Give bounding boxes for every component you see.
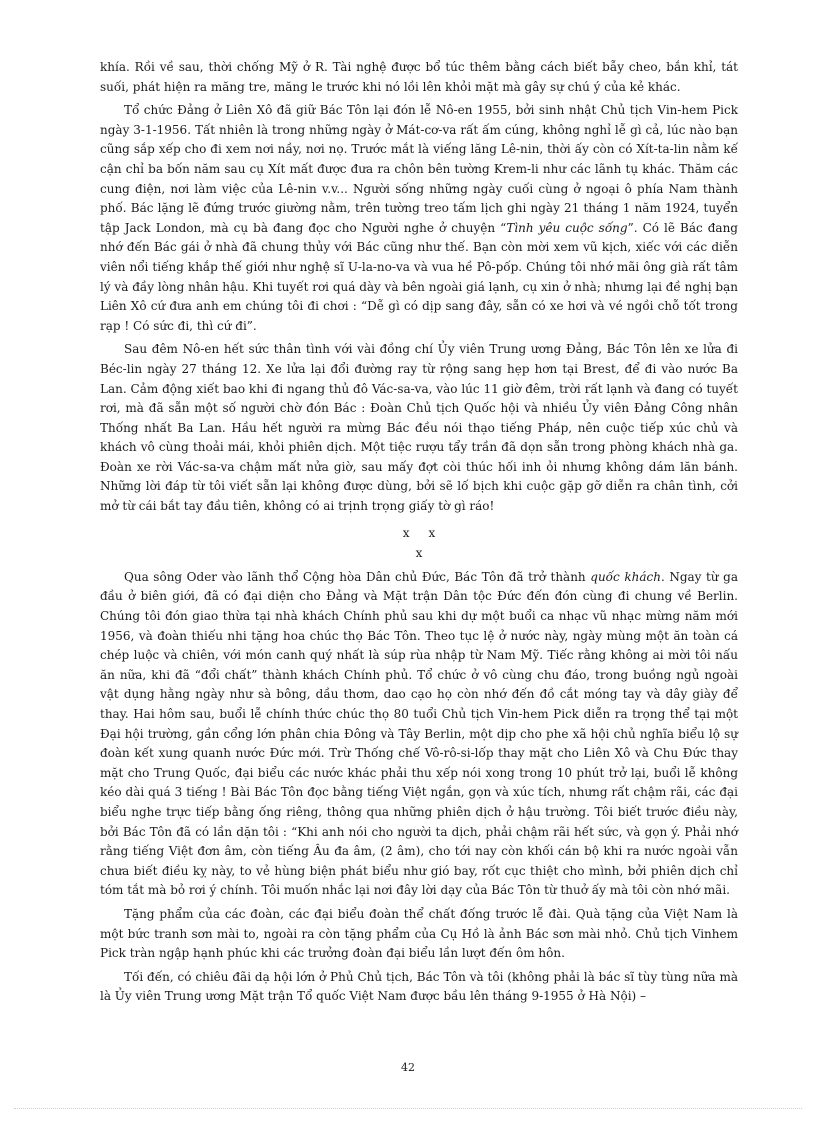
bottom-divider <box>14 1108 802 1109</box>
paragraph-2-text-b: ”. Có lẽ Bác đang nhớ đến Bác gái ở nhà đã chung thủy với Bác cũng như thế. Bạn còn mời xem vũ kịch, xiếc với các diễn viên nổi tiếng khắp thế giới như nghệ sĩ U-la-no-va và vua hề Pô-pốp. Chúng tôi nhớ mãi ông già rất tâm lý và đầy lòng nhân hậu. Khi tuyết rơi quá dày và bên ngoài giá lạnh, cụ xin ở nhà; nhưng lại đề nghị bạn Liên Xô cứ đưa anh em chúng tôi đi chơi : “Dễ gì có dịp sang đây, sẵn có xe hơi và vé ngồi chỗ tốt trong rạp ! Có sức đi, thì cứ đi”. <box>100 220 738 333</box>
paragraph-1: khía. Rồi về sau, thời chống Mỹ ở R. Tài nghệ được bổ túc thêm bằng cách biết bẫy cheo, bắn khỉ, tát suối, phát hiện ra măng tre, măng le trước khi nó lồi lên khỏi mặt mà gây sự chú ý của kẻ khác. <box>100 60 738 94</box>
paragraph-5: Tặng phẩm của các đoàn, các đại biểu đoàn thể chất đống trước lễ đài. Quà tặng của Việt Nam là một bức tranh sơn mài to, ngoài ra còn tặng phẩm của Cụ Hồ là ảnh Bác sơn mài nhỏ. Chủ tịch Vinhem Pick tràn ngập hạnh phúc khi các trưởng đoàn đại biểu lần lượt đến ôm hôn. <box>100 906 738 961</box>
body-text <box>100 58 738 1007</box>
paragraph-6: Tối đến, có chiêu đãi dạ hội lớn ở Phủ Chủ tịch, Bác Tôn và tôi (không phải là bác sĩ tùy tùng nữa mà là Ủy viên Trung ương Mặt trận Tổ quốc Việt Nam được bầu lên tháng 9-1955 ở Hà Nội) – <box>100 969 738 1004</box>
separator-line-1: x x <box>402 525 436 540</box>
paragraph-2 <box>100 101 738 336</box>
paragraph-4-text-a: Qua sông Oder vào lãnh thổ Cộng hòa Dân chủ Đức, Bác Tôn đã trở thành <box>124 569 591 584</box>
paragraph-4 <box>100 568 738 901</box>
separator-line-2: x <box>415 546 423 561</box>
paragraph-4-text-b: . Ngay từ ga đầu ở biên giới, đã có đại diện cho Đảng và Mặt trận Dân tộc Đức đến đón cùng đi chung về Berlin. Chúng tôi đón giao thừa tại nhà khách Chính phủ sau khi dự một buổi ca nhạc vũ nhạc mừng năm mới 1956, và đoàn thiếu nhi tặng hoa chúc thọ Bác Tôn. Theo tục lệ ở nước này, ngày mùng một ăn toàn cá chép luộc và chiên, với món canh quý nhất là súp rùa nhập từ Nam Mỹ. Tiếc rằng không ai mời tôi nấu ăn nữa, khi đã “đổi chất” thành khách Chính phủ. Tổ chức ở vô cùng chu đáo, trong buồng ngủ ngoài vật dụng hằng ngày như sà bông, dầu thơm, dao cạo họ còn nhớ đến đồ cắt móng tay và dây giày để thay. Hai hôm sau, buổi lễ chính thức chúc thọ 80 tuổi Chủ tịch Vin-hem Pick diễn ra trọng thể tại một Đại hội trường, gần cổng lớn phân chia Đông và Tây Berlin, một dịp cho phe xã hội chủ nghĩa biểu lộ sự đoàn kết xung quanh nước Đức mới. Trừ Thống chế Vô-rô-si-lốp thay mặt cho Liên Xô và Chu Đức thay mặt cho Trung Quốc, đại biểu các nước khác phải thu xếp nói xong trong 10 phút trở lại, buổi lễ không kéo dài quá 3 tiếng ! Bài Bác Tôn đọc bằng tiếng Việt ngắn, gọn và xúc tích, nhưng rất chậm rãi, các đại biểu nghe trực tiếp bằng ống riêng, thông qua những phiên dịch ở hậu trường. Tôi biết trước điều này, bởi Bác Tôn đã có lần dặn tôi : “Khi anh nói cho người ta dịch, phải chậm rãi hết sức, và gọn ý. Phải nhớ rằng tiếng Việt đơn âm, còn tiếng Âu đa âm, (2 âm), cho tới nay còn khối cán bộ khi ra nước ngoài vẫn chưa biết điều kỵ này, to vẻ hùng biện phát biểu như gió bay, rốt cục thiệt cho mình, bởi phiên dịch chỉ tóm tắt mà bỏ rơi ý chính. Tôi muốn nhắc lại nơi đây lời dạy của Bác Tôn từ thuở ấy mà tôi còn nhớ mãi. <box>100 569 739 898</box>
page-number: 42 <box>401 1061 415 1074</box>
paragraph-3: Sau đêm Nô-en hết sức thân tình với vài đồng chí Ủy viên Trung ương Đảng, Bác Tôn lên xe lửa đi Béc-lin ngày 27 tháng 12. Xe lửa lại đổi đường ray từ rộng sang hẹp hơn tại Brest, để đi vào nước Ba Lan. Cảm động xiết bao khi đi ngang thủ đô Vác-sa-va, vào lúc 11 giờ đêm, trời rất lạnh và đang có tuyết rơi, mà đã sẵn một số người chờ đón Bác : Đoàn Chủ tịch Quốc hội và nhiều Ủy viên Đảng Công nhân Thống nhất Ba Lan. Hầu hết người ra mừng Bác đều nói thạo tiếng Pháp, nên cuộc tiếp xúc chủ và khách vô cùng thoải mái, khỏi phiên dịch. Một tiệc rượu tẩy trần đã dọn sẵn trong phòng khách nhà ga. Đoàn xe rời Vác-sa-va chậm mất nửa giờ, sau mấy đợt còi thúc hối inh ỏi nhưng không dám lăn bánh. Những lời đáp từ tôi viết sẵn lại không được dùng, bởi sẽ lố bịch khi cuộc gặp gỡ diễn ra chân tình, cởi mở từ cái bắt tay đầu tiên, không có ai trịnh trọng giấy tờ gì ráo! <box>100 342 738 514</box>
section-separator <box>100 524 738 564</box>
emphasis-term: quốc khách <box>590 569 661 584</box>
paragraph-2-text-a: Tổ chức Đảng ở Liên Xô đã giữ Bác Tôn lại đón lễ Nô-en 1955, bởi sinh nhật Chủ tịch Vin-hem Pick ngày 3-1-1956. Tất nhiên là trong những ngày ở Mát-cơ-va rất ấm cúng, không nghỉ lễ gì cả, lúc nào bạn cũng sắp xếp cho đi xem nơi nầy, nơi nọ. Trước mắt là viếng lăng Lê-nin, thời ấy còn có Xít-ta-lin nằm kế cận chỉ ba bốn năm sau cụ Xít mất được đưa ra chôn bên tường Krem-li như các lãnh tụ khác. Thăm các cung điện, nơi làm việc của Lê-nin v.v... Người sống những ngày cuối cùng ở ngoại ô phía Nam thành phố. Bác lặng lẽ đứng trước giường nằm, trên tường treo tấm lịch ghi ngày 21 tháng 1 năm 1924, tuyển tập Jack London, mà cụ bà đang đọc cho Người nghe ở chuyện “ <box>100 103 738 235</box>
book-title: Tình yêu cuộc sống <box>506 220 628 235</box>
